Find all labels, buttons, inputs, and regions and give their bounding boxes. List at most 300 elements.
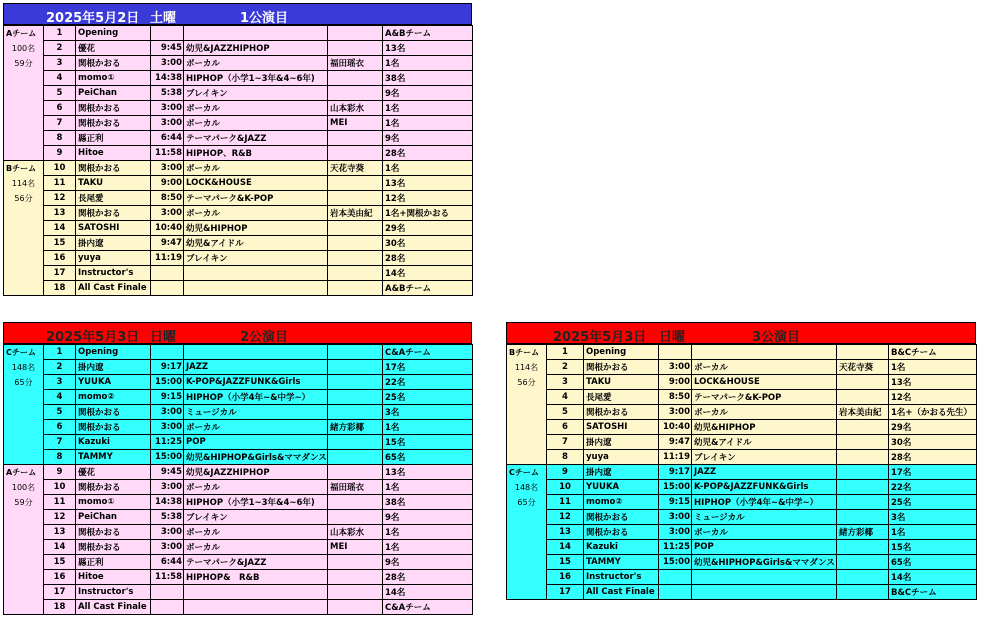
duration-time <box>659 570 692 585</box>
duration-time: 11:19 <box>659 450 692 465</box>
duration-time: 3:00 <box>151 56 184 71</box>
performer-name: Kazuki <box>76 435 151 450</box>
member-count: 29名 <box>383 221 473 236</box>
duration-time: 15:00 <box>151 375 184 390</box>
team-duration: 56分 <box>14 194 33 203</box>
duration-time: 5:38 <box>151 510 184 525</box>
genre <box>184 281 328 296</box>
duration-time: 8:50 <box>151 191 184 206</box>
performer-name: YUUKA <box>76 375 151 390</box>
member-count: 1名 <box>383 480 473 495</box>
row-number: 6 <box>547 420 584 435</box>
schedule-row <box>4 405 473 420</box>
performer-name: yuya <box>584 450 659 465</box>
schedule-row <box>4 345 473 360</box>
duration-time: 10:40 <box>659 420 692 435</box>
performer-name: momo① <box>76 495 151 510</box>
member-count: 28名 <box>383 146 473 161</box>
row-number: 10 <box>547 480 584 495</box>
show-3-title-bar <box>506 322 976 344</box>
team-name: Cチーム <box>509 468 539 477</box>
row-number: 6 <box>44 101 76 116</box>
guest-name: 天花寺葵 <box>837 360 889 375</box>
duration-time: 11:58 <box>151 146 184 161</box>
show-2-weekday: 日曜 <box>150 330 177 345</box>
guest-name <box>328 495 383 510</box>
show-3-table <box>506 344 977 600</box>
member-count: 13名 <box>383 465 473 480</box>
duration-time: 9:45 <box>151 465 184 480</box>
guest-name: 天花寺葵 <box>328 161 383 176</box>
schedule-row <box>507 405 977 420</box>
duration-time: 3:00 <box>151 420 184 435</box>
duration-time: 10:40 <box>151 221 184 236</box>
schedule-row <box>4 390 473 405</box>
team-name: Aチーム <box>6 29 37 38</box>
row-number: 5 <box>44 405 76 420</box>
duration-time <box>151 345 184 360</box>
genre: ボーカル <box>184 420 328 435</box>
guest-name <box>837 480 889 495</box>
row-number: 12 <box>44 510 76 525</box>
performer-name: 関根かおる <box>76 405 151 420</box>
duration-time: 3:00 <box>151 540 184 555</box>
guest-name <box>837 570 889 585</box>
schedule-row <box>4 221 473 236</box>
member-count: 12名 <box>889 390 977 405</box>
performer-name: 掛内遼 <box>76 236 151 251</box>
genre: テーマパーク&K-POP <box>692 390 837 405</box>
schedule-row <box>4 191 473 206</box>
guest-name <box>837 390 889 405</box>
guest-name <box>837 540 889 555</box>
row-number: 3 <box>547 375 584 390</box>
duration-time: 11:25 <box>659 540 692 555</box>
performer-name: All Cast Finale <box>76 600 151 615</box>
member-count: 28名 <box>383 251 473 266</box>
duration-time: 9:47 <box>151 236 184 251</box>
performer-name: Instructor's <box>76 585 151 600</box>
guest-name: MEI <box>328 116 383 131</box>
schedule-row <box>507 510 977 525</box>
show-1-table <box>3 25 473 296</box>
row-number: 13 <box>44 206 76 221</box>
genre <box>692 345 837 360</box>
member-count: 1名 <box>383 56 473 71</box>
duration-time: 15:00 <box>659 480 692 495</box>
member-count: 1名 <box>889 360 977 375</box>
row-number: 12 <box>44 191 76 206</box>
member-count: 3名 <box>889 510 977 525</box>
genre <box>692 570 837 585</box>
member-count: 12名 <box>383 191 473 206</box>
schedule-row <box>4 435 473 450</box>
row-number: 6 <box>44 420 76 435</box>
duration-time: 14:38 <box>151 71 184 86</box>
row-number: 15 <box>547 555 584 570</box>
row-number: 8 <box>547 450 584 465</box>
row-number: 1 <box>44 26 76 41</box>
guest-name <box>837 465 889 480</box>
duration-time: 6:44 <box>151 555 184 570</box>
guest-name <box>328 266 383 281</box>
performer-name: momo② <box>584 495 659 510</box>
duration-time: 8:50 <box>659 390 692 405</box>
row-number: 16 <box>547 570 584 585</box>
guest-name: MEI <box>328 540 383 555</box>
guest-name <box>328 131 383 146</box>
performer-name: 関根かおる <box>76 480 151 495</box>
guest-name <box>328 465 383 480</box>
genre: ブレイキン <box>184 86 328 101</box>
row-number: 5 <box>547 405 584 420</box>
row-number: 17 <box>44 585 76 600</box>
schedule-row <box>4 510 473 525</box>
guest-name <box>837 510 889 525</box>
schedule-row <box>4 540 473 555</box>
performer-name: 関根かおる <box>584 360 659 375</box>
genre: JAZZ <box>184 360 328 375</box>
row-number: 13 <box>547 525 584 540</box>
genre: ボーカル <box>692 360 837 375</box>
genre: テーマパーク&JAZZ <box>184 555 328 570</box>
guest-name <box>328 71 383 86</box>
schedule-row <box>507 375 977 390</box>
performer-name: PeiChan <box>76 86 151 101</box>
guest-name <box>328 570 383 585</box>
performer-name: All Cast Finale <box>584 585 659 600</box>
row-number: 17 <box>44 266 76 281</box>
duration-time: 15:00 <box>151 450 184 465</box>
row-number: 3 <box>44 56 76 71</box>
duration-time: 9:00 <box>151 176 184 191</box>
performer-name: 掛内遼 <box>584 465 659 480</box>
schedule-row <box>507 480 977 495</box>
member-count: 14名 <box>383 266 473 281</box>
genre: LOCK&HOUSE <box>692 375 837 390</box>
team-cell <box>4 26 44 161</box>
schedule-row <box>4 71 473 86</box>
team-count: 100名 <box>11 483 36 492</box>
performer-name: 優花 <box>76 465 151 480</box>
member-count: 13名 <box>383 41 473 56</box>
guest-name <box>837 435 889 450</box>
genre: HIPHOP（小学1~3年&4~6年) <box>184 71 328 86</box>
performer-name: 関根かおる <box>76 116 151 131</box>
performer-name: TAKU <box>584 375 659 390</box>
schedule-row <box>4 26 473 41</box>
genre: ボーカル <box>184 161 328 176</box>
guest-name <box>328 405 383 420</box>
schedule-row <box>4 176 473 191</box>
member-count: 30名 <box>383 236 473 251</box>
member-count: 22名 <box>383 375 473 390</box>
performer-name: PeiChan <box>76 510 151 525</box>
schedule-row <box>507 540 977 555</box>
performer-name: 縣正利 <box>76 555 151 570</box>
duration-time <box>151 26 184 41</box>
duration-time: 3:00 <box>151 101 184 116</box>
guest-name <box>328 585 383 600</box>
guest-name <box>328 375 383 390</box>
performer-name: 関根かおる <box>584 510 659 525</box>
member-count: 17名 <box>889 465 977 480</box>
guest-name: 岩本美由紀 <box>328 206 383 221</box>
genre <box>184 266 328 281</box>
duration-time <box>659 585 692 600</box>
member-count: 1名 <box>889 525 977 540</box>
team-duration: 65分 <box>517 498 536 507</box>
performer-name: TAKU <box>76 176 151 191</box>
row-number: 18 <box>44 281 76 296</box>
row-number: 9 <box>44 465 76 480</box>
schedule-row <box>4 86 473 101</box>
member-count: 14名 <box>383 585 473 600</box>
duration-time: 6:44 <box>151 131 184 146</box>
show-3-weekday: 日曜 <box>659 330 686 345</box>
performer-name: 関根かおる <box>584 525 659 540</box>
row-number: 1 <box>44 345 76 360</box>
performer-name: SATOSHI <box>76 221 151 236</box>
duration-time: 3:00 <box>659 510 692 525</box>
member-count: 28名 <box>889 450 977 465</box>
genre <box>184 585 328 600</box>
schedule-row <box>4 585 473 600</box>
member-count: 13名 <box>889 375 977 390</box>
guest-name <box>328 435 383 450</box>
genre: ボーカル <box>184 206 328 221</box>
genre: ミュージカル <box>184 405 328 420</box>
team-duration: 65分 <box>14 378 33 387</box>
genre: 幼児&JAZZHIPHOP <box>184 465 328 480</box>
duration-time: 11:19 <box>151 251 184 266</box>
performer-name: 関根かおる <box>76 56 151 71</box>
team-duration: 56分 <box>517 378 536 387</box>
schedule-row <box>4 600 473 615</box>
genre: 幼児&HIPHOP&Girls&ママダンス <box>184 450 328 465</box>
guest-name <box>328 600 383 615</box>
member-count: 9名 <box>383 86 473 101</box>
schedule-row <box>4 495 473 510</box>
guest-name <box>328 281 383 296</box>
row-number: 16 <box>44 251 76 266</box>
member-count: 1名+関根かおる <box>383 206 473 221</box>
performer-name: 縣正利 <box>76 131 151 146</box>
guest-name <box>328 251 383 266</box>
row-number: 13 <box>44 525 76 540</box>
genre: ボーカル <box>184 116 328 131</box>
duration-time: 3:00 <box>659 360 692 375</box>
genre: POP <box>692 540 837 555</box>
genre: HIPHOP、R&B <box>184 146 328 161</box>
row-number: 16 <box>44 570 76 585</box>
member-count: 9名 <box>383 131 473 146</box>
guest-name <box>837 375 889 390</box>
performer-name: Hitoe <box>76 146 151 161</box>
member-count: A&Bチーム <box>383 281 473 296</box>
guest-name <box>837 450 889 465</box>
performer-name: TAMMY <box>76 450 151 465</box>
member-count: 15名 <box>889 540 977 555</box>
member-count: A&Bチーム <box>383 26 473 41</box>
member-count: C&Aチーム <box>383 345 473 360</box>
performer-name: Hitoe <box>76 570 151 585</box>
genre: K-POP&JAZZFUNK&Girls <box>184 375 328 390</box>
duration-time <box>151 585 184 600</box>
row-number: 7 <box>547 435 584 450</box>
duration-time: 3:00 <box>151 480 184 495</box>
member-count: 9名 <box>383 510 473 525</box>
show-1-name: 1公演目 <box>240 11 289 26</box>
guest-name <box>837 420 889 435</box>
performer-name: 関根かおる <box>76 206 151 221</box>
genre: ボーカル <box>692 405 837 420</box>
guest-name: 山本彩水 <box>328 525 383 540</box>
guest-name <box>837 345 889 360</box>
schedule-row <box>4 56 473 71</box>
performer-name: YUUKA <box>584 480 659 495</box>
duration-time: 14:38 <box>151 495 184 510</box>
genre: HIPHOP& R&B <box>184 570 328 585</box>
performer-name: Kazuki <box>584 540 659 555</box>
row-number: 2 <box>44 360 76 375</box>
row-number: 4 <box>44 390 76 405</box>
schedule-row <box>4 555 473 570</box>
performer-name: TAMMY <box>584 555 659 570</box>
performer-name: 関根かおる <box>76 540 151 555</box>
show-2-title-bar <box>3 322 472 344</box>
genre: POP <box>184 435 328 450</box>
team-cell <box>507 345 547 465</box>
performer-name: 関根かおる <box>76 525 151 540</box>
guest-name <box>328 176 383 191</box>
genre: JAZZ <box>692 465 837 480</box>
genre <box>184 345 328 360</box>
performer-name: 関根かおる <box>76 101 151 116</box>
guest-name <box>328 555 383 570</box>
team-name: Bチーム <box>509 348 540 357</box>
performer-name: All Cast Finale <box>76 281 151 296</box>
performer-name: 優花 <box>76 41 151 56</box>
performer-name: yuya <box>76 251 151 266</box>
duration-time: 9:47 <box>659 435 692 450</box>
genre: ブレイキン <box>184 510 328 525</box>
duration-time: 11:58 <box>151 570 184 585</box>
show-3-name: 3公演目 <box>752 330 801 345</box>
duration-time: 3:00 <box>151 206 184 221</box>
row-number: 11 <box>44 495 76 510</box>
guest-name <box>328 390 383 405</box>
duration-time: 9:15 <box>151 390 184 405</box>
row-number: 1 <box>547 345 584 360</box>
performer-name: 掛内遼 <box>76 360 151 375</box>
genre: K-POP&JAZZFUNK&Girls <box>692 480 837 495</box>
row-number: 17 <box>547 585 584 600</box>
guest-name: 山本彩水 <box>328 101 383 116</box>
guest-name <box>328 86 383 101</box>
schedule-row <box>4 101 473 116</box>
performer-name: 関根かおる <box>584 405 659 420</box>
schedule-row <box>507 555 977 570</box>
show-1-title-bar <box>3 3 472 25</box>
duration-time: 9:17 <box>659 465 692 480</box>
schedule-row <box>4 251 473 266</box>
duration-time <box>151 266 184 281</box>
member-count: 1名 <box>383 540 473 555</box>
member-count: 65名 <box>889 555 977 570</box>
guest-name <box>328 41 383 56</box>
row-number: 2 <box>44 41 76 56</box>
member-count: 1名+（かおる先生） <box>889 405 977 420</box>
row-number: 7 <box>44 435 76 450</box>
row-number: 12 <box>547 510 584 525</box>
schedule-row <box>4 375 473 390</box>
performer-name: 関根かおる <box>76 161 151 176</box>
schedule-row <box>4 131 473 146</box>
show-2-name: 2公演目 <box>240 330 289 345</box>
row-number: 9 <box>547 465 584 480</box>
duration-time: 3:00 <box>151 405 184 420</box>
row-number: 8 <box>44 450 76 465</box>
member-count: 15名 <box>383 435 473 450</box>
row-number: 11 <box>44 176 76 191</box>
performer-name: 関根かおる <box>76 420 151 435</box>
genre: ボーカル <box>184 480 328 495</box>
genre: ボーカル <box>184 56 328 71</box>
guest-name <box>328 146 383 161</box>
genre <box>692 585 837 600</box>
guest-name <box>328 191 383 206</box>
guest-name <box>328 360 383 375</box>
team-count: 114名 <box>11 179 36 188</box>
genre: 幼児&HIPHOP&Girls&ママダンス <box>692 555 837 570</box>
guest-name <box>328 450 383 465</box>
guest-name <box>837 585 889 600</box>
member-count: 17名 <box>383 360 473 375</box>
performer-name: momo① <box>76 71 151 86</box>
duration-time: 9:45 <box>151 41 184 56</box>
member-count: 1名 <box>383 420 473 435</box>
genre: HIPHOP（小学4年~&中学~） <box>184 390 328 405</box>
team-cell <box>4 465 44 615</box>
performer-name: 掛内遼 <box>584 435 659 450</box>
member-count: 1名 <box>383 525 473 540</box>
performer-name: 長尾愛 <box>584 390 659 405</box>
schedule-row <box>507 585 977 600</box>
schedule-row <box>507 420 977 435</box>
schedule-row <box>4 420 473 435</box>
show-1-weekday: 土曜 <box>150 11 177 26</box>
performer-name: 長尾愛 <box>76 191 151 206</box>
guest-name <box>837 495 889 510</box>
member-count: 29名 <box>889 420 977 435</box>
genre: LOCK&HOUSE <box>184 176 328 191</box>
member-count: C&Aチーム <box>383 600 473 615</box>
member-count: 25名 <box>383 390 473 405</box>
schedule-row <box>4 465 473 480</box>
row-number: 18 <box>44 600 76 615</box>
team-name: Aチーム <box>6 468 37 477</box>
show-2-block <box>3 322 472 615</box>
duration-time: 15:00 <box>659 555 692 570</box>
schedule-row <box>507 345 977 360</box>
member-count: 14名 <box>889 570 977 585</box>
guest-name <box>328 510 383 525</box>
duration-time <box>151 600 184 615</box>
team-name: Cチーム <box>6 348 36 357</box>
schedule-row <box>507 435 977 450</box>
member-count: 30名 <box>889 435 977 450</box>
